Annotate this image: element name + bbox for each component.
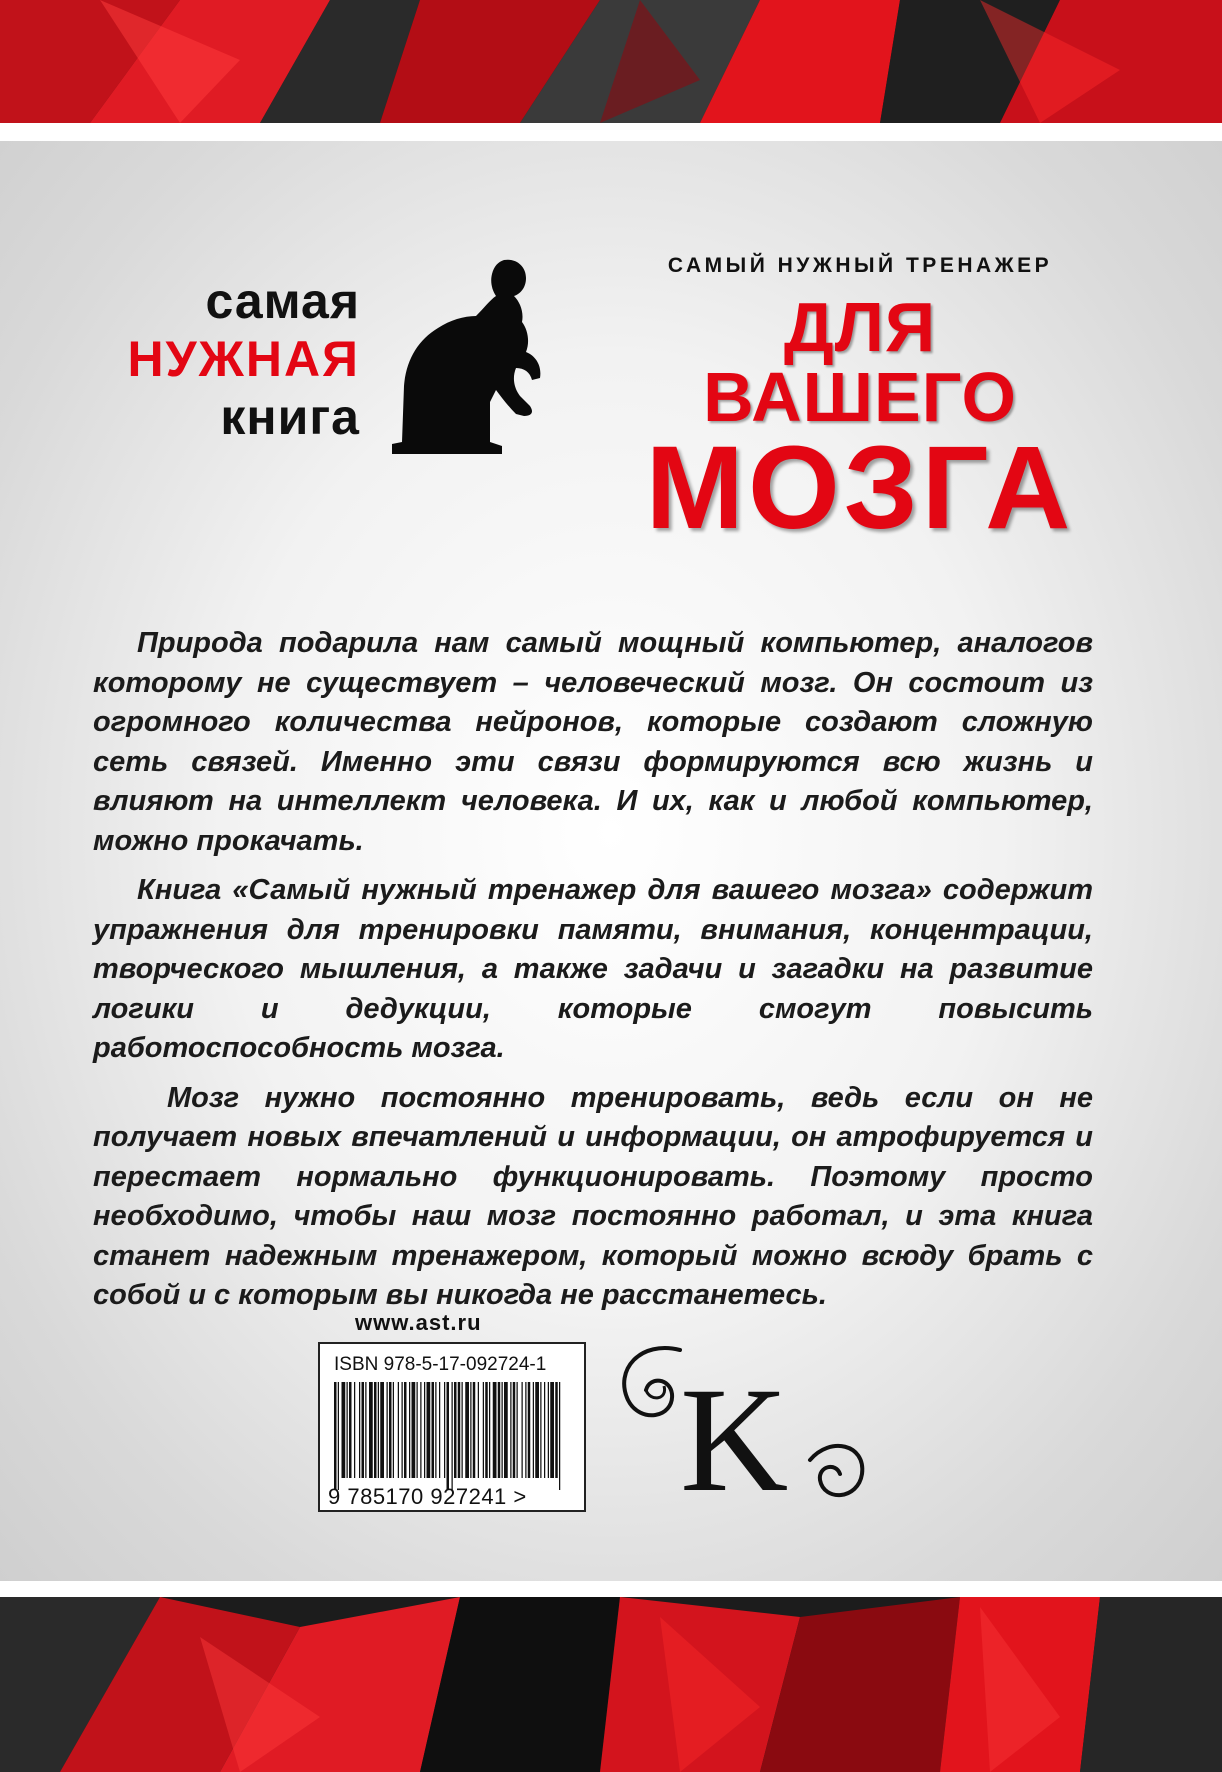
series-logo-line3: книга <box>220 389 360 445</box>
publisher-k-logo-icon <box>610 1340 890 1510</box>
barcode-icon <box>332 1382 564 1490</box>
isbn-label: ISBN 978-5-17-092724-1 <box>334 1354 547 1375</box>
book-title-block <box>630 254 1090 554</box>
publisher-website: www.ast.ru <box>355 1310 482 1335</box>
top-decorative-band <box>0 0 1222 123</box>
annotation-text <box>93 624 1093 1326</box>
ean-digits: 9 785170 927241 > <box>328 1484 527 1509</box>
book-subtitle: САМЫЙ НУЖНЫЙ ТРЕНАЖЕР <box>667 254 1053 277</box>
annotation-paragraph-1: Природа подарила нам самый мощный компьютер, аналогов которому не существует – человеческий мозг. Он состоит из огромного количества нейронов, которые создают сложную сеть связей. Именно эти связи формируются всю жизнь и влияют на интеллект человека. И их, как и любой компьютер, можно прокачать. <box>93 627 1093 857</box>
book-title-line1: ДЛЯ ВАШЕГО <box>703 288 1017 436</box>
annotation-paragraph-3: Мозг нужно постоянно тренировать, ведь если он не получает новых впечатлений и информации, он атрофируется и перестает нормально функционировать. Поэтому просто необходимо, чтобы наш мозг постоянно работал, и эта книга станет надежным тренажером, который можно всюду брать с собой и с которым вы никогда не расстанетесь. <box>93 1081 1093 1311</box>
series-logo-line2: НУЖНАЯ <box>127 331 360 387</box>
annotation-paragraph-2: Книга «Самый нужный тренажер для вашего мозга» содержит упражнения для тренировки памяти, внимания, концентрации, творческого мышления, а также задачи и загадки на развитие логики и дедукции, которые смогут повысить работоспособность мозга. <box>93 874 1093 1064</box>
red-polygon-pattern-top <box>0 0 1222 123</box>
book-title-line2: МОЗГА <box>645 422 1075 554</box>
publisher-logo-letter: K <box>680 1357 789 1510</box>
series-logo-line1: самая <box>205 273 360 329</box>
series-logo <box>127 272 360 446</box>
red-polygon-pattern-bottom <box>0 1597 1222 1772</box>
isbn-barcode-box <box>318 1342 586 1512</box>
thinker-statue-icon <box>392 256 560 456</box>
bottom-decorative-band <box>0 1597 1222 1772</box>
